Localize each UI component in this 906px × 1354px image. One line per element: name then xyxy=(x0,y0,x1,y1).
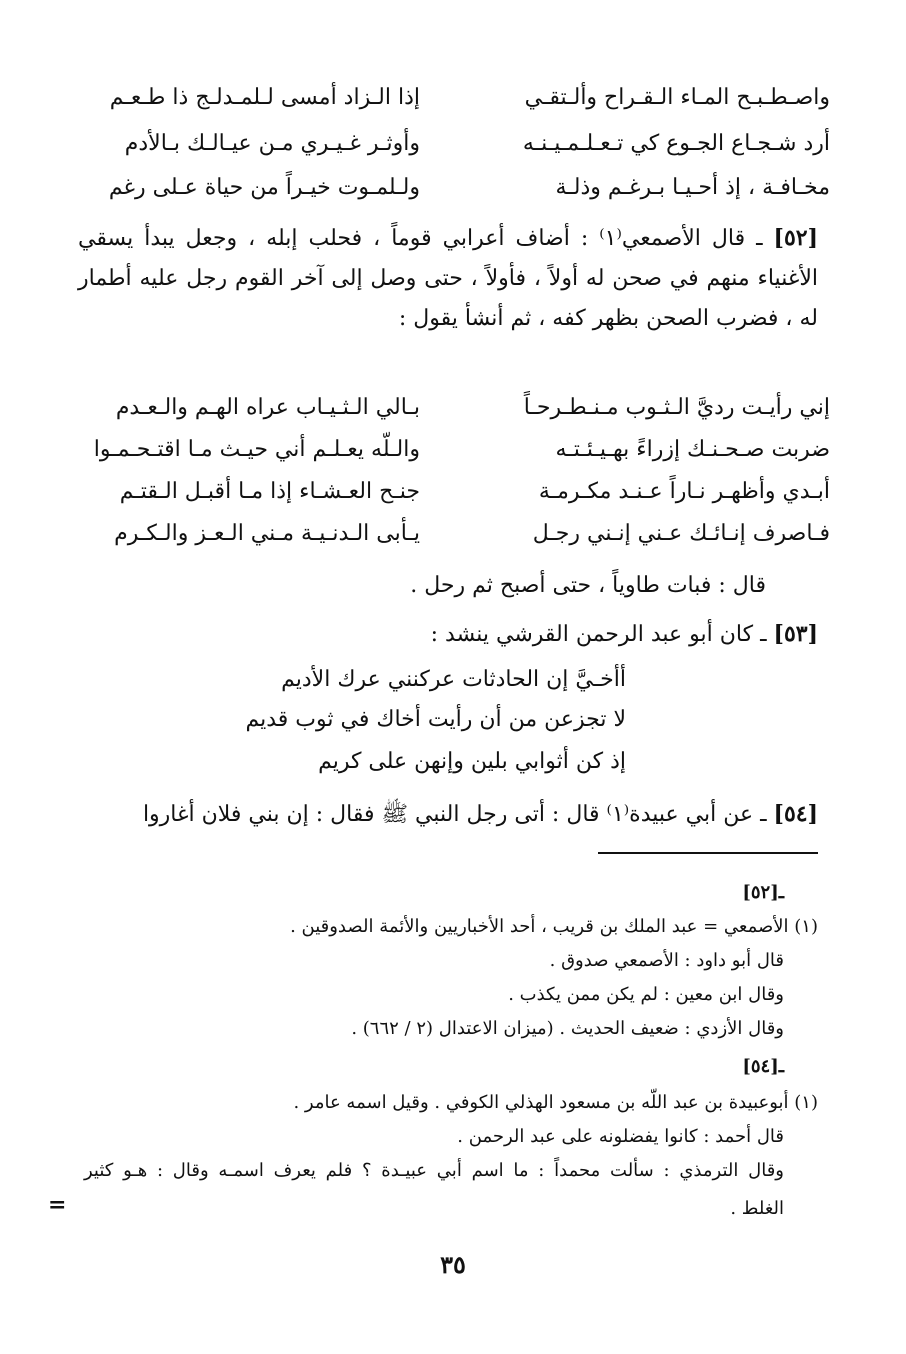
item-number: [٥٣] xyxy=(773,621,818,647)
footnote-line: (١) أبوعبيدة بن عبد اللّه بن مسعود الهذلي الكوفي . وقيل اسمه عامر . xyxy=(293,1092,818,1113)
footnote-heading: ـ[٥٤] xyxy=(742,1056,784,1077)
verse-hemistich-left: ولـلمـوت خيـراً من حياة عـلى رغم xyxy=(108,175,420,200)
verse-hemistich-right: فـاصرف إنـائـك عـني إنـني رجـل xyxy=(532,521,830,546)
verse-hemistich-left: جنـح العـشـاء إذا مـا أقبـل الـقتـم xyxy=(119,479,420,504)
verse-hemistich-right: مخـافـة ، إذ أحـيـا بـرغـم وذلـة xyxy=(555,175,830,200)
verse-line: أأخـيَّ إن الحادثات عركنني عرك الأديم xyxy=(281,667,626,692)
page-number: ٣٥ xyxy=(440,1250,466,1279)
item-number: [٥٤] xyxy=(773,801,818,827)
verse-hemistich-right: ضربت صـحـنـك إزراءً بهـيـئـتـه xyxy=(555,437,830,462)
verse-hemistich-left: بـالي الـثـيـاب عراه الهـم والـعـدم xyxy=(115,395,420,420)
after-52-line: قال : فبات طاوياً ، حتى أصبح ثم رحل . xyxy=(410,573,766,598)
item-53-line xyxy=(431,614,818,655)
verse-row xyxy=(70,78,830,118)
verse-hemistich-right: إني رأيـت رديَّ الـثـوب مـنـطـرحـاً xyxy=(523,395,830,420)
item-text: ـ قال الأصمعي⁽١⁾ : أضاف أعرابي قوماً ، فحلب إبله ، وجعل يبدأ يسقي الأغنياء منهم في صحن له أولاً ، فأولاً ، حتى وصل إلى آخر القوم رجل عليه أطمار له ، فضرب الصحن بظهر كفه ، ثم أنشأ يقول : xyxy=(78,226,818,331)
item-54-line xyxy=(143,794,818,835)
verse-row xyxy=(70,388,830,428)
verse-hemistich-left: إذا الـزاد أمسى لـلمـدلـج ذا طـعـم xyxy=(109,85,420,110)
item-text: ـ عن أبي عبيدة⁽١⁾ قال : أتى رجل النبي ﷺ فقال : إن بني فلان أغاروا xyxy=(142,802,774,827)
verse-hemistich-left: يـأبى الـدنـيـة مـني الـعـز والـكـرم xyxy=(114,521,420,546)
item-52-paragraph xyxy=(78,218,818,339)
footnote-line: قال أبو داود : الأصمعي صدوق . xyxy=(549,950,784,971)
footnote-line: وقال الأزدي : ضعيف الحديث . (ميزان الاعتدال (٢ / ٦٦٢) . xyxy=(351,1018,784,1039)
item-text: ـ كان أبو عبد الرحمن القرشي ينشد : xyxy=(430,622,774,647)
verse-line: إذ كن أثوابي بلين وإنهن على كريم xyxy=(318,749,626,774)
verse-hemistich-right: واصـطـبـح المـاء الـقـراح وألـتقـي xyxy=(524,85,830,110)
verse-hemistich-right: أرد شـجـاع الجـوع كي تـعـلـمـيـنـه xyxy=(522,131,830,156)
footnote-line: وقال ابن معين : لم يكن ممن يكذب . xyxy=(508,984,784,1005)
footnote-line: (١) الأصمعي = عبد الملك بن قريب ، أحد الأخباريين والأئمة الصدوقين . xyxy=(290,916,818,937)
verse-row xyxy=(70,430,830,470)
footnote-line: وقال الترمذي : سألت محمداً : ما اسم أبي عبيـدة ؟ فلم يعرف اسمـه وقال : هـو كثير xyxy=(84,1160,784,1181)
verse-hemistich-left: وأوثـر غـيـري مـن عيـالـك بـالأدم xyxy=(124,131,420,156)
footnote-line: الغلط . xyxy=(730,1198,784,1219)
verse-hemistich-right: أبـدي وأظهـر نـاراً عـنـد مكـرمـة xyxy=(538,479,830,504)
item-number: [٥٢] xyxy=(773,225,818,251)
verse-row xyxy=(70,168,830,208)
verse-line: لا تجزعن من أن رأيت أخاك في ثوب قديم xyxy=(245,707,626,732)
footnote-line: قال أحمد : كانوا يفضلونه على عبد الرحمن . xyxy=(457,1126,784,1147)
footnote-divider xyxy=(598,852,818,854)
footnote-heading: ـ[٥٢] xyxy=(742,882,784,903)
verse-row xyxy=(70,472,830,512)
continuation-mark: = xyxy=(48,1192,67,1218)
verse-row xyxy=(70,124,830,164)
verse-row xyxy=(70,514,830,554)
verse-hemistich-left: والـلّه يعـلـم أني حيـث مـا اقتـحـمـوا xyxy=(93,437,420,462)
